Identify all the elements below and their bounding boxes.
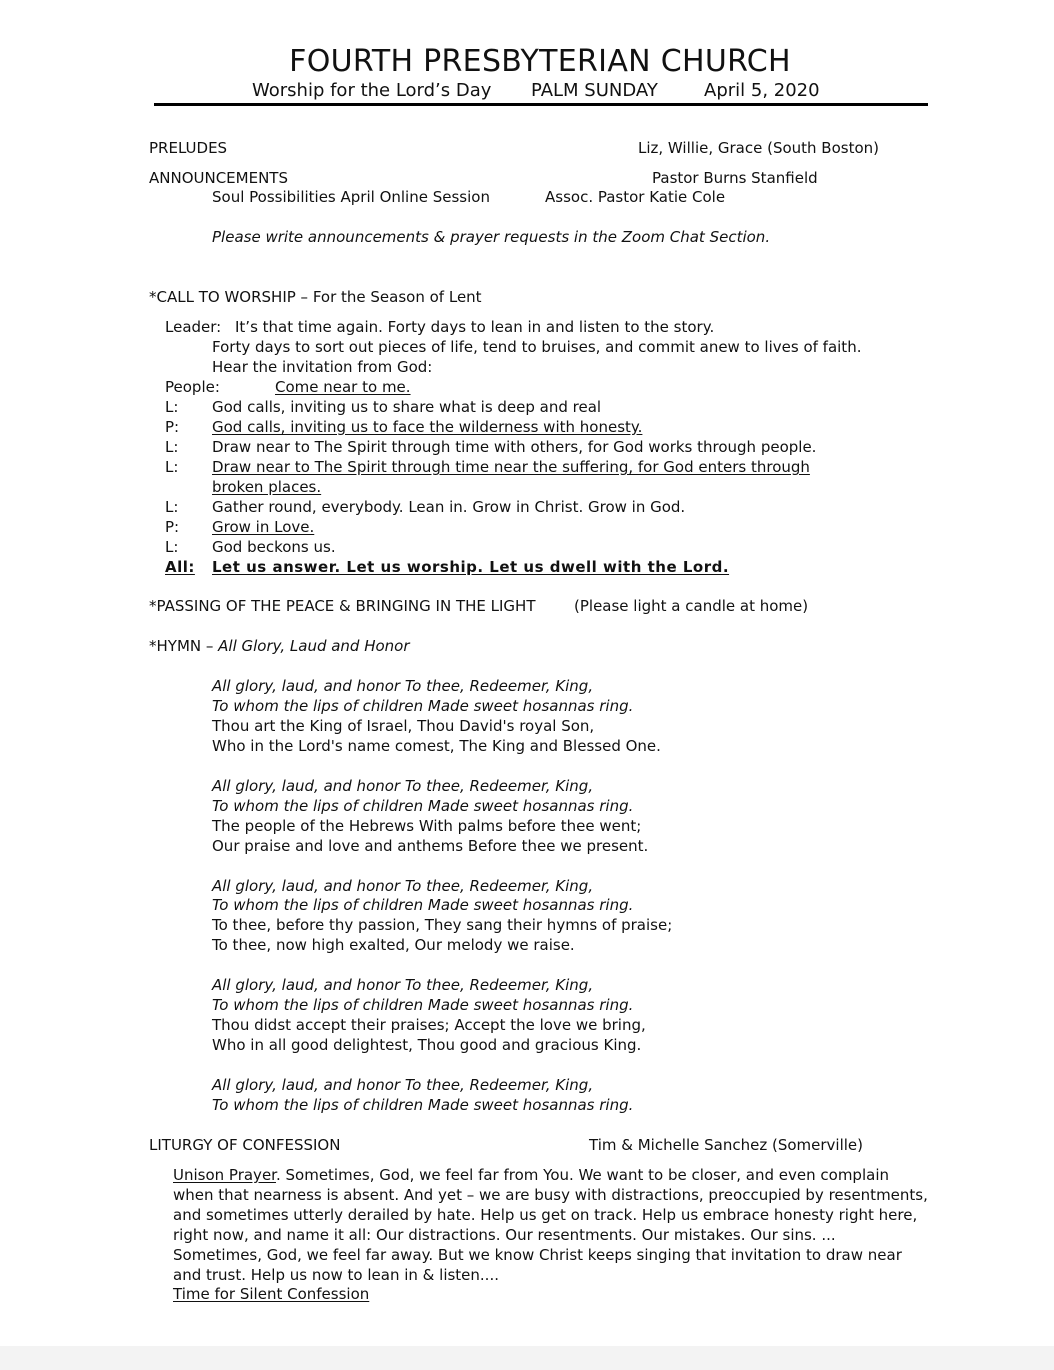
palm-sunday-label: PALM SUNDAY xyxy=(531,80,658,101)
hymn-verse-line: To thee, before thy passion, They sang their hymns of praise; xyxy=(212,916,673,934)
litany-line: God beckons us. xyxy=(212,538,336,556)
unison-prayer xyxy=(173,1165,929,1285)
all-label: All: xyxy=(165,558,195,576)
hymn-verse-line: The people of the Hebrews With palms before thee went; xyxy=(212,817,642,835)
hymn-title: All Glory, Laud and Honor xyxy=(218,637,410,655)
candle-note: (Please light a candle at home) xyxy=(574,597,809,615)
unison-response: Let us answer. Let us worship. Let us dwell with the Lord. xyxy=(212,558,730,576)
litany-response: Draw near to The Spirit through time near the suffering, for God enters through xyxy=(212,458,810,476)
session-title: Soul Possibilities April Online Session xyxy=(212,188,490,206)
people-response: Come near to me. xyxy=(275,378,411,396)
hymn-refrain-line: To whom the lips of children Made sweet hosannas ring. xyxy=(212,996,634,1014)
hymn-verse-line: Our praise and love and anthems Before thee we present. xyxy=(212,837,649,855)
speaker-label: L: xyxy=(165,398,179,416)
hymn-verse-line: Who in all good delightest, Thou good and gracious King. xyxy=(212,1036,642,1054)
speaker-label: L: xyxy=(165,538,179,556)
unison-prayer-text: . Sometimes, God, we feel far from You. We want to be closer, and even complain when that nearness is absent. And yet – we are busy with distractions, preoccupied by resentments, and sometimes utterly derailed by hate. Help us get on track. Help us embrace honesty right here, right now, and name it all: Our distractions. Our resentments. Our mistakes. Our sins. ... Sometimes, God, we feel far away. But we know Christ keeps singing that invitation to draw near and trust. Help us now to lean in & listen.... xyxy=(173,1166,928,1284)
hymn-refrain-line: All glory, laud, and honor To thee, Redeemer, King, xyxy=(212,877,594,895)
leader-line: Hear the invitation from God: xyxy=(212,358,433,376)
page-bottom-edge xyxy=(0,1346,1054,1370)
hymn-heading-prefix: *HYMN – xyxy=(149,637,219,655)
silent-confession: Time for Silent Confession xyxy=(173,1285,370,1303)
litany-line: God calls, inviting us to share what is deep and real xyxy=(212,398,602,416)
leader-line: It’s that time again. Forty days to lean in and listen to the story. xyxy=(235,318,715,336)
hymn-refrain-line: All glory, laud, and honor To thee, Redeemer, King, xyxy=(212,1076,594,1094)
hymn-refrain-line: To whom the lips of children Made sweet hosannas ring. xyxy=(212,896,634,914)
hymn-verse-line: Thou didst accept their praises; Accept the love we bring, xyxy=(212,1016,646,1034)
people-label: People: xyxy=(165,378,220,396)
hymn-refrain-line: To whom the lips of children Made sweet hosannas ring. xyxy=(212,797,634,815)
announcements-label: ANNOUNCEMENTS xyxy=(149,169,288,187)
header-rule xyxy=(154,103,928,106)
litany-response: broken places. xyxy=(212,478,322,496)
hymn-verse-line: Thou art the King of Israel, Thou David's royal Son, xyxy=(212,717,595,735)
preludes-musicians: Liz, Willie, Grace (South Boston) xyxy=(638,139,880,157)
hymn-refrain-line: To whom the lips of children Made sweet hosannas ring. xyxy=(212,1096,634,1114)
hymn-refrain-line: To whom the lips of children Made sweet hosannas ring. xyxy=(212,697,634,715)
preludes-label: PRELUDES xyxy=(149,139,228,157)
session-leader: Assoc. Pastor Katie Cole xyxy=(545,188,726,206)
service-date: April 5, 2020 xyxy=(704,80,820,101)
confession-leaders: Tim & Michelle Sanchez (Somerville) xyxy=(589,1136,863,1154)
leader-line: Forty days to sort out pieces of life, tend to bruises, and commit anew to lives of faith. xyxy=(212,338,862,356)
call-to-worship-heading: *CALL TO WORSHIP – For the Season of Lent xyxy=(149,288,482,306)
passing-of-peace-heading: *PASSING OF THE PEACE & BRINGING IN THE LIGHT xyxy=(149,597,536,615)
litany-response: God calls, inviting us to face the wilderness with honesty. xyxy=(212,418,643,436)
litany-response: Grow in Love. xyxy=(212,518,315,536)
litany-line: Gather round, everybody. Lean in. Grow in Christ. Grow in God. xyxy=(212,498,686,516)
hymn-heading xyxy=(149,636,410,656)
hymn-verse-line: To thee, now high exalted, Our melody we raise. xyxy=(212,936,575,954)
announcements-leader: Pastor Burns Stanfield xyxy=(652,169,818,187)
speaker-label: L: xyxy=(165,458,179,476)
leader-label: Leader: xyxy=(165,318,222,336)
unison-prayer-label: Unison Prayer xyxy=(173,1166,276,1184)
speaker-label: L: xyxy=(165,438,179,456)
confession-heading: LITURGY OF CONFESSION xyxy=(149,1136,341,1154)
hymn-refrain-line: All glory, laud, and honor To thee, Redeemer, King, xyxy=(212,777,594,795)
page-title: FOURTH PRESBYTERIAN CHURCH xyxy=(289,44,791,79)
zoom-chat-note: Please write announcements & prayer requests in the Zoom Chat Section. xyxy=(212,228,771,246)
speaker-label: P: xyxy=(165,518,180,536)
speaker-label: L: xyxy=(165,498,179,516)
speaker-label: P: xyxy=(165,418,180,436)
hymn-verse-line: Who in the Lord's name comest, The King and Blessed One. xyxy=(212,737,661,755)
hymn-refrain-line: All glory, laud, and honor To thee, Redeemer, King, xyxy=(212,677,594,695)
hymn-refrain-line: All glory, laud, and honor To thee, Redeemer, King, xyxy=(212,976,594,994)
worship-subtitle: Worship for the Lord’s Day xyxy=(252,80,492,101)
litany-line: Draw near to The Spirit through time with others, for God works through people. xyxy=(212,438,817,456)
